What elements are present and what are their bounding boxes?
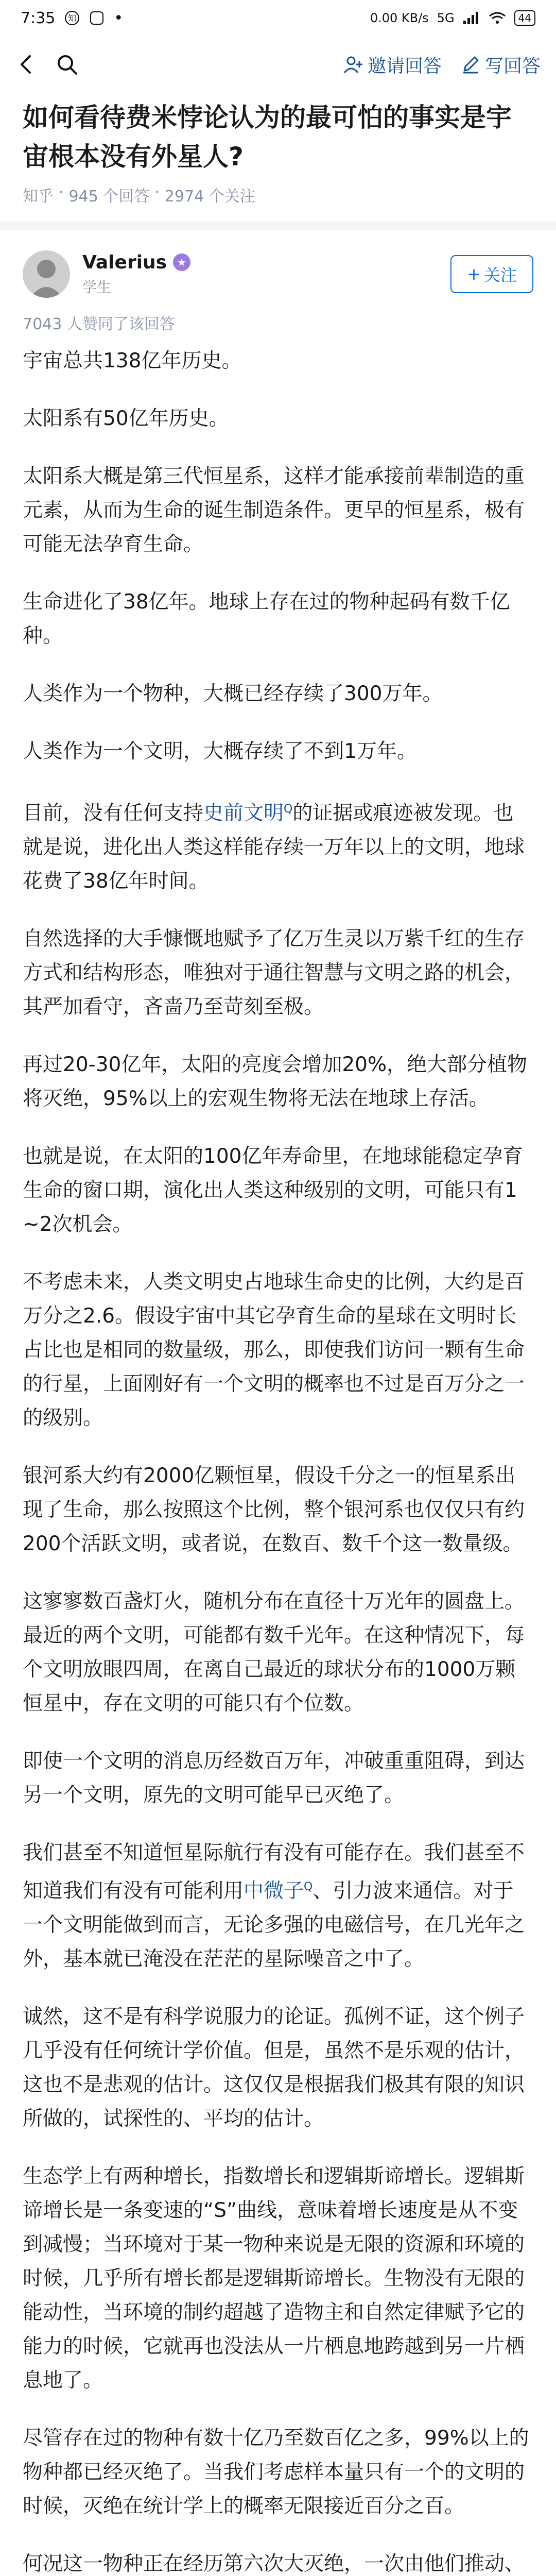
more-dots-icon: • (114, 9, 124, 27)
invite-icon (343, 54, 363, 75)
svg-text:知: 知 (68, 13, 77, 23)
answer-count: 945 个回答 (68, 188, 150, 206)
answer-paragraph: 生态学上有两种增长，指数增长和逻辑斯谛增长。逻辑斯谛增长是一条变速的“S”曲线，意味着增长速度是从不变到减慢；当环境对于某一物种来说是无限的资源和环境的时候，几乎所有增长都是逻辑斯谛增长。生物没有无限的能动性，当环境的制约超越了造物主和自然定律赋予它的能力的时候，它就再也没法从一片栖息地跨越到另一片栖息地了。 (23, 2165, 525, 2392)
answer-paragraph (23, 792, 533, 899)
paragraph-text: 我们甚至不知道恒星际航行有没有可能存在。我们甚至不知道我们有没有可能利用 (23, 1841, 525, 1903)
paragraph-text: 、引力波来通信。对于一个文明能做到而言，无论多强的电磁信号，在几光年之外，基本就已淹没在茫茫的星际噪音之中了。 (23, 1879, 525, 1971)
search-icon[interactable] (56, 53, 78, 76)
search-link-icon: Q (304, 1880, 313, 1893)
meta-separator: · (59, 183, 64, 201)
creator-badge-icon: ★ (173, 253, 190, 271)
network-type: 5G (437, 11, 455, 25)
section-divider (0, 222, 556, 230)
wifi-icon (489, 11, 506, 25)
link-neutrino[interactable]: 中微子 (244, 1879, 304, 1903)
answer-paragraph: 银河系大约有2000亿颗恒星，假设千分之一的恒星系出现了生命，那么按照这个比例，整个银河系也仅仅只有约200个活跃文明，或者说，在数百、数千个这一数量级。 (23, 1464, 525, 1555)
answer-paragraph: 这寥寥数百盏灯火，随机分布在直径十万光年的圆盘上。最近的两个文明，可能都有数千光年。在这种情况下，每个文明放眼四周，在离自己最近的球状分布的1000万颗恒星中，存在文明的可能只有个位数。 (23, 1590, 525, 1715)
answer-paragraph: 太阳系有50亿年历史。 (23, 407, 229, 430)
answer-paragraph (23, 1836, 533, 1976)
answer-paragraph: 人类作为一个文明，大概存续了不到1万年。 (23, 740, 417, 763)
plus-icon: + (467, 264, 481, 284)
app-notification-icon-2 (89, 10, 105, 26)
invite-answer-label: 邀请回答 (367, 55, 442, 77)
answer-paragraph: 即使一个文明的消息历经数百万年，冲破重重阻碍，到达另一个文明，原先的文明可能早已灭绝了。 (23, 1750, 525, 1807)
author-info (82, 252, 450, 297)
paragraph-text: 的证据或痕迹被发现。也就是说，进化出人类这样能存续一万年以上的文明，地球花费了38亿年时间。 (23, 802, 525, 893)
meta-separator: · (154, 183, 160, 201)
answer-paragraph: 生命进化了38亿年。地球上存在过的物种起码有数千亿种。 (23, 590, 510, 648)
write-answer-button[interactable] (460, 52, 541, 78)
answer-paragraph: 尽管存在过的物种有数十亿乃至数百亿之多，99%以上的物种都已经灭绝了。当我们考虑样本量只有一个的文明的时候，灭绝在统计学上的概率无限接近百分之百。 (23, 2427, 529, 2518)
link-prehistoric-civilization[interactable]: 史前文明 (203, 802, 284, 825)
answer-paragraph: 人类作为一个物种，大概已经存续了300万年。 (23, 682, 443, 705)
status-bar (0, 0, 556, 36)
battery-icon: 44 (514, 10, 535, 26)
answer-paragraph: 不考虑未来，人类文明史占地球生命史的比例，大约是百万分之2.6。假设宇宙中其它孕育生命的星球在文明时长占比也是相同的数量级，那么，即使我们访问一颗有生命的行星，上面刚好有一个文明的概率也不过是百万分之一的级别。 (23, 1270, 525, 1430)
question-source: 知乎 (23, 188, 54, 206)
follower-count: 2974 个关注 (164, 188, 255, 206)
question-meta (0, 176, 556, 222)
write-answer-label: 写回答 (484, 55, 541, 77)
follow-label: 关注 (483, 265, 517, 285)
nav-bar (0, 36, 556, 93)
back-arrow-icon[interactable] (15, 53, 38, 76)
follow-button[interactable] (450, 255, 533, 293)
answer-paragraph: 也就是说，在太阳的100亿年寿命里，在地球能稳定孕育生命的窗口期，演化出人类这种级别的文明，可能只有1~2次机会。 (23, 1145, 523, 1236)
pencil-icon (460, 54, 481, 75)
answer-paragraph: 自然选择的大手慷慨地赋予了亿万生灵以万紫千红的生存方式和结构形态，唯独对于通往智慧与文明之路的机会，其严加看守，吝啬乃至苛刻至极。 (23, 927, 525, 1019)
avatar[interactable] (23, 250, 70, 298)
app-notification-icon (64, 10, 80, 26)
status-time: 7:35 (21, 9, 56, 27)
answer-paragraph: 诚然，这不是有科学说服力的论证。孤例不证，这个例子几乎没有任何统计学价值。但是，虽然不是乐观的估计，这也不是悲观的估计。这仅仅是根据我们极其有限的知识所做的，试探性的、平均的估计。 (23, 2005, 525, 2130)
answer-paragraph: 宇宙总共138亿年历史。 (23, 349, 242, 372)
author-row (0, 230, 556, 306)
search-link-icon: Q (284, 803, 293, 816)
answer-body (0, 344, 556, 2576)
answer-paragraph: 何况这一物种正在经历第六次大灭绝，一次由他们推动、 (23, 2552, 525, 2575)
answer-paragraph: 太阳系大概是第三代恒星系，这样才能承接前辈制造的重元素，从而为生命的诞生制造条件。更早的恒星系，极有可能无法孕育生命。 (23, 465, 525, 556)
answer-paragraph: 再过20-30亿年，太阳的亮度会增加20%，绝大部分植物将灭绝，95%以上的宏观生物将无法在地球上存活。 (23, 1053, 528, 1110)
invite-answer-button[interactable] (343, 52, 442, 78)
author-role: 学生 (82, 278, 112, 296)
signal-icon (463, 11, 480, 25)
author-name[interactable]: Valerius (82, 251, 167, 273)
endorse-count: 7043 人赞同了该回答 (23, 315, 175, 333)
question-title[interactable]: 如何看待费米悖论认为的最可怕的事实是宇宙根本没有外星人? (23, 103, 512, 172)
network-speed: 0.00 KB/s (370, 11, 429, 25)
paragraph-text: 目前，没有任何支持 (23, 802, 204, 825)
